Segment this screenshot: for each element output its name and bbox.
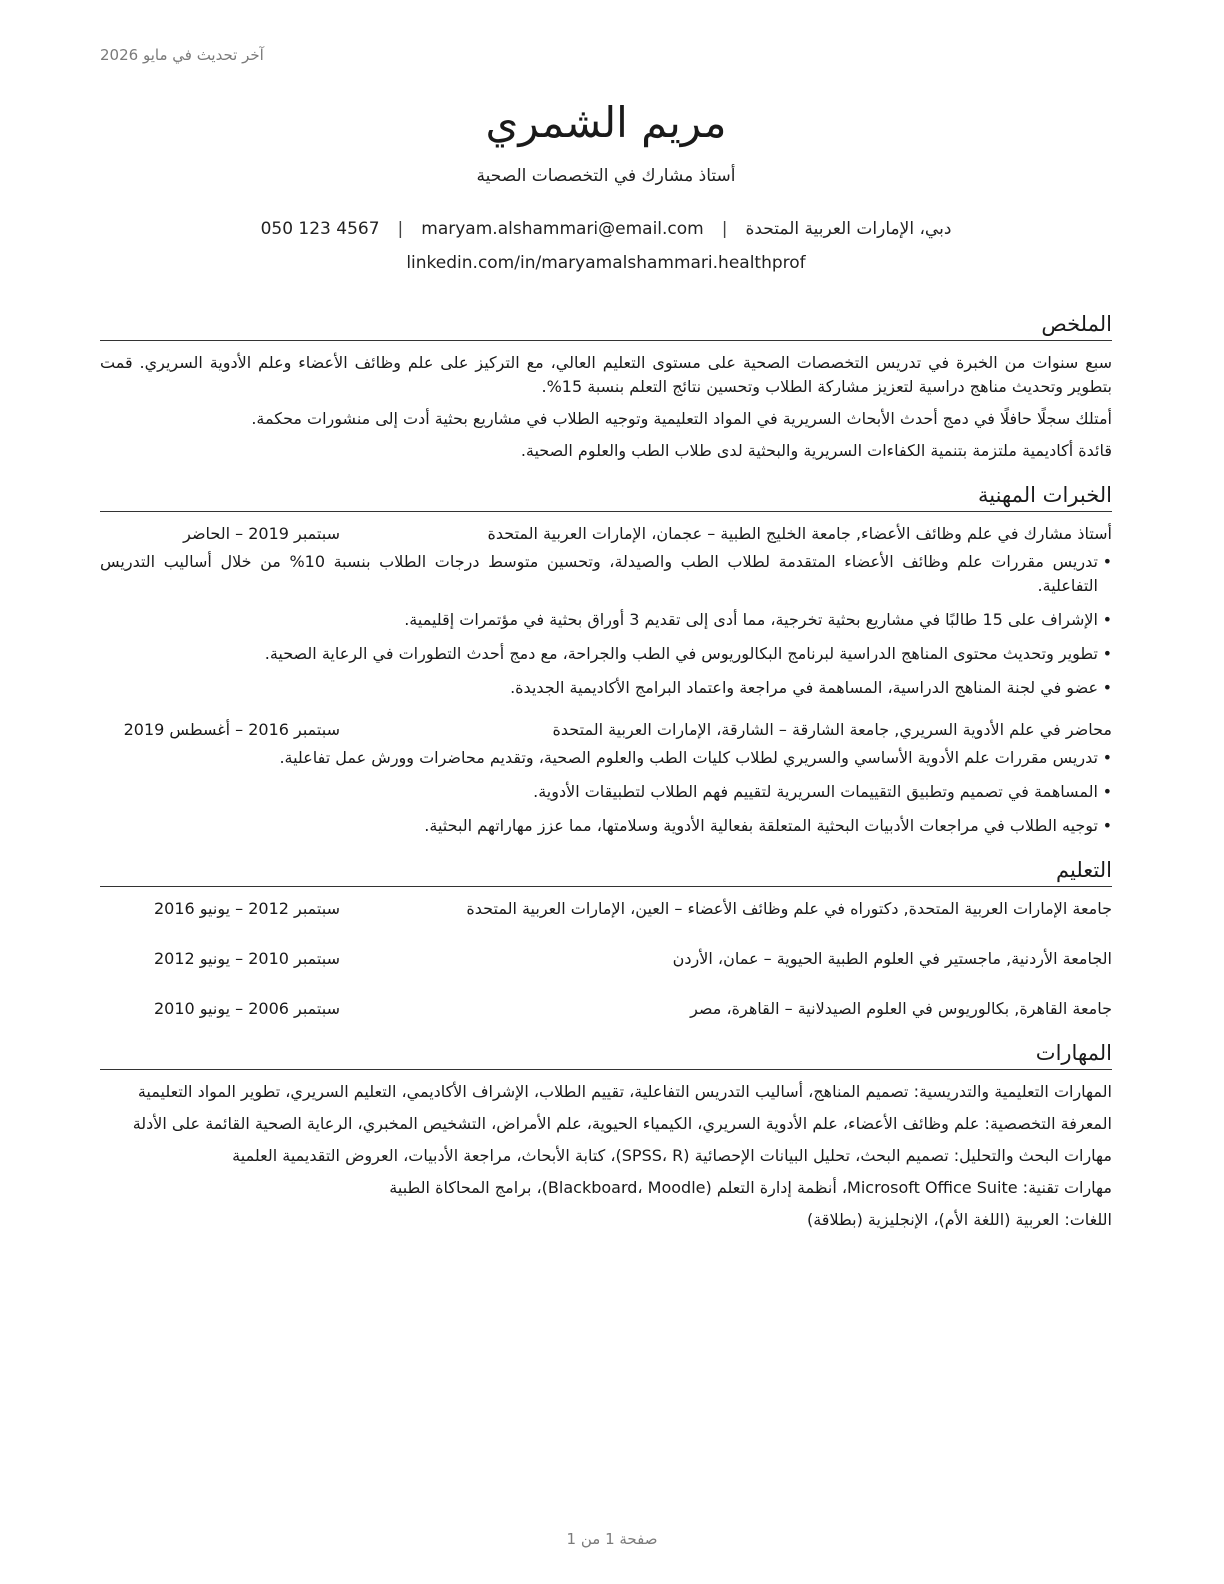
experience-heading: الخبرات المهنية [100, 481, 1112, 512]
education-dates: سبتمبر 2010 – يونيو 2012 [153, 949, 340, 968]
job-bullet: • تدريس مقررات علم وظائف الأعضاء المتقدمة لطلاب الطب والصيدلة، وتحسين متوسط درجات الطلاب بنسبة 10% من خلال أساليب التدريس التفاعلية. [100, 550, 1112, 598]
education-entry [100, 897, 1112, 921]
linkedin-link[interactable]: linkedin.com/in/maryamalshammari.healthprof [406, 253, 806, 273]
skill-item: مهارات تقنية: Microsoft Office Suite، أنظمة إدارة التعلم (Blackboard، Moodle)، برامج المحاكاة الطبية [389, 1178, 1112, 1197]
job-bullets [100, 550, 1112, 700]
education-label: جامعة الإمارات العربية المتحدة, دكتوراه في علم وظائف الأعضاء – العين، الإمارات العربية المتحدة [466, 899, 1112, 918]
job-dates: سبتمبر 2019 – الحاضر [183, 524, 340, 543]
skill-item: المعرفة التخصصية: علم وظائف الأعضاء، علم الأدوية السريري، الكيمياء الحيوية، علم الأمراض، التشخيص المخبري، الرعاية الصحية القائمة على الأدلة [132, 1114, 1112, 1133]
summary-paragraph: سبع سنوات من الخبرة في تدريس التخصصات الصحية على مستوى التعليم العالي، مع التركيز على علم وظائف الأعضاء وعلم الأدوية السريري. قمت بتطوير وتحديث مناهج دراسية لتعزيز مشاركة الطلاب وتحسين نتائج التعلم بنسبة 15%. [100, 353, 1112, 396]
education-section [100, 897, 1112, 1021]
education-heading: التعليم [100, 856, 1112, 887]
job-bullet: • تدريس مقررات علم الأدوية الأساسي والسريري لطلاب كليات الطب والعلوم الصحية، وتقديم محاضرات وورش عمل تفاعلية. [100, 746, 1112, 770]
job-entry [100, 718, 1112, 838]
education-label: الجامعة الأردنية, ماجستير في العلوم الطبية الحيوية – عمان، الأردن [672, 949, 1112, 968]
job-bullet: • توجيه الطلاب في مراجعات الأدبيات البحثية المتعلقة بفعالية الأدوية وسلامتها، مما عزز مهاراتهم البحثية. [100, 814, 1112, 838]
job-bullet: • الإشراف على 15 طالبًا في مشاريع بحثية تخرجية، مما أدى إلى تقديم 3 أوراق بحثية في مؤتمرات إقليمية. [100, 608, 1112, 632]
job-bullet: • تطوير وتحديث محتوى المناهج الدراسية لبرنامج البكالوريوس في الطب والجراحة، مع دمج أحدث التطورات في الرعاية الصحية. [100, 642, 1112, 666]
job-bullet: • المساهمة في تصميم وتطبيق التقييمات السريرية لتقييم فهم الطلاب لتطبيقات الأدوية. [100, 780, 1112, 804]
last-updated-note: آخر تحديث في مايو 2026 [100, 46, 264, 64]
separator: | [721, 219, 728, 239]
location: دبي، الإمارات العربية المتحدة [745, 219, 952, 239]
skill-item: مهارات البحث والتحليل: تصميم البحث، تحليل البيانات الإحصائية (SPSS، R)، كتابة الأبحاث، مراجعة الأدبيات، العروض التقديمية العلمية [232, 1146, 1112, 1165]
candidate-title: أستاذ مشارك في التخصصات الصحية [476, 166, 736, 186]
job-dates: سبتمبر 2016 – أغسطس 2019 [123, 720, 340, 739]
job-bullet: • عضو في لجنة المناهج الدراسية، المساهمة في مراجعة واعتماد البرامج الأكاديمية الجديدة. [100, 676, 1112, 700]
job-entry [100, 522, 1112, 700]
education-dates: سبتمبر 2012 – يونيو 2016 [153, 899, 340, 918]
skills-heading: المهارات [100, 1039, 1112, 1070]
job-role: محاضر في علم الأدوية السريري, جامعة الشارقة – الشارقة، الإمارات العربية المتحدة [552, 720, 1112, 739]
summary-heading: الملخص [100, 310, 1112, 341]
education-entry [100, 997, 1112, 1021]
candidate-name: مريم الشمري [485, 98, 727, 147]
summary-paragraph: أمتلك سجلًا حافلًا في دمج أحدث الأبحاث السريرية في المواد التعليمية وتوجيه الطلاب في مشاريع بحثية أدت إلى منشورات محكمة. [251, 409, 1112, 428]
job-bullets [100, 746, 1112, 838]
education-label: جامعة القاهرة, بكالوريوس في العلوم الصيدلانية – القاهرة، مصر [690, 999, 1112, 1018]
phone-number: 050 123 4567 [260, 219, 380, 239]
skills-section [100, 1080, 1112, 1232]
skill-item: اللغات: العربية (اللغة الأم)، الإنجليزية (بطلاقة) [806, 1210, 1112, 1229]
education-entry [100, 947, 1112, 971]
separator: | [397, 219, 404, 239]
summary-paragraph: قائدة أكاديمية ملتزمة بتنمية الكفاءات السريرية والبحثية لدى طلاب الطب والعلوم الصحية. [520, 441, 1112, 460]
contact-line-1 [100, 212, 1112, 246]
contact-info [100, 212, 1112, 280]
education-dates: سبتمبر 2006 – يونيو 2010 [153, 999, 340, 1018]
job-role: أستاذ مشارك في علم وظائف الأعضاء, جامعة الخليج الطبية – عجمان، الإمارات العربية المتحدة [487, 524, 1112, 543]
summary-section [100, 351, 1112, 463]
email-link[interactable]: maryam.alshammari@email.com [421, 219, 704, 239]
resume-page [100, 0, 1112, 1240]
skill-item: المهارات التعليمية والتدريسية: تصميم المناهج، أساليب التدريس التفاعلية، تقييم الطلاب، الإشراف الأكاديمي، التعليم السريري، تطوير المواد التعليمية [137, 1082, 1112, 1101]
page-number: صفحة 1 من 1 [566, 1530, 658, 1548]
